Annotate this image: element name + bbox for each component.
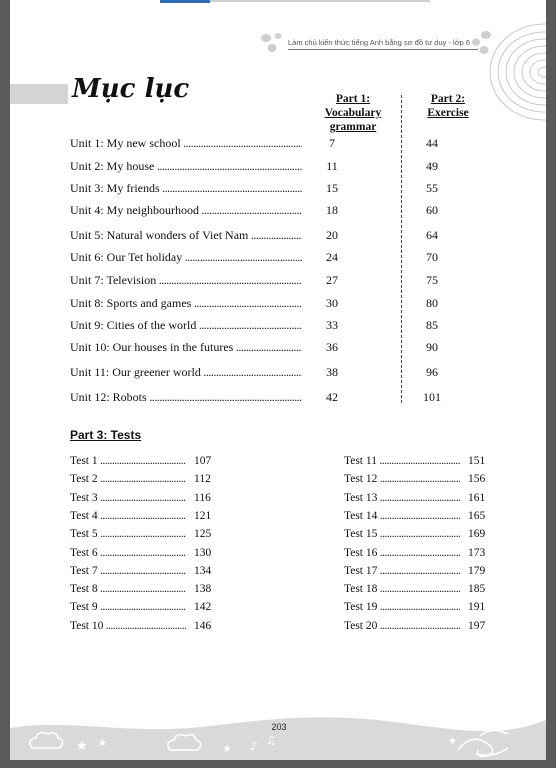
toc-test-row: [70, 547, 220, 562]
part2-page: 70: [426, 250, 438, 264]
test-title: Test 3 .....: [70, 492, 186, 504]
toc-test-row: [344, 455, 494, 470]
toc-unit-row: [70, 181, 490, 197]
toc-unit-row: [70, 159, 490, 175]
test-title: Test 12 .....: [344, 473, 460, 485]
test-page: 179: [468, 564, 486, 577]
unit-title: Unit 2: My house .....: [70, 159, 302, 174]
test-title: Test 14 .....: [344, 510, 460, 522]
part1-page: 36: [326, 340, 338, 354]
pebble-dots-icon: [258, 30, 288, 56]
title-accent-bar: [10, 84, 68, 104]
part2-page: 85: [426, 318, 438, 332]
part2-page: 90: [426, 340, 438, 354]
unit-title: Unit 1: My new school .....: [70, 136, 302, 151]
part1-page: 20: [326, 228, 338, 242]
test-title: Test 19 .....: [344, 601, 460, 613]
part1-page: 7: [329, 136, 335, 150]
test-page: 156: [468, 473, 486, 486]
toc-test-row: [70, 601, 220, 616]
column-header-part2: Part 2: Exercise: [427, 93, 469, 119]
footer-wave: [10, 710, 546, 760]
test-page: 185: [468, 583, 486, 596]
test-page: 121: [194, 509, 212, 522]
test-page: 151: [468, 455, 486, 467]
toc-unit-row: [70, 296, 490, 312]
test-title: Test 17 .....: [344, 565, 460, 577]
toc-test-row: [344, 583, 494, 598]
test-title: Test 11 .....: [344, 455, 460, 467]
test-page: 130: [194, 546, 212, 559]
test-title: Test 20 .....: [344, 620, 460, 632]
document-page: [10, 0, 546, 760]
unit-title: Unit 6: Our Tet holiday .....: [70, 250, 302, 265]
part2-page: 80: [426, 296, 438, 310]
test-title: Test 9 .....: [70, 601, 186, 613]
test-title: Test 8 .....: [70, 583, 186, 595]
toc-unit-row: [70, 250, 490, 266]
test-title: Test 5 .....: [70, 528, 186, 540]
part1-page: 15: [326, 181, 338, 195]
svg-text:♫: ♫: [266, 734, 276, 747]
part1-page: 38: [326, 365, 338, 379]
test-page: 197: [468, 619, 486, 632]
test-page: 107: [194, 455, 212, 467]
column-header-part1: Part 1: Vocabulary grammar: [324, 93, 382, 133]
part3-heading: Part 3: Tests: [70, 428, 142, 442]
test-title: Test 4 .....: [70, 510, 186, 522]
svg-text:★: ★: [448, 736, 457, 747]
unit-title: Unit 12: Robots .....: [70, 390, 302, 405]
toc-unit-row: [70, 340, 490, 356]
page-title: Mục lục: [72, 74, 190, 104]
part1-page: 30: [326, 296, 338, 310]
unit-title: Unit 8: Sports and games .....: [70, 296, 302, 311]
test-page: 146: [194, 619, 212, 632]
part1-page: 27: [326, 273, 338, 287]
test-title: Test 18 .....: [344, 583, 460, 595]
test-page: 116: [194, 491, 211, 504]
toc-test-row: [70, 528, 220, 543]
test-page: 191: [468, 601, 486, 614]
unit-title: Unit 9: Cities of the world .....: [70, 318, 302, 333]
test-page: 173: [468, 546, 486, 559]
part2-page: 44: [426, 136, 438, 150]
toc-unit-row: [70, 228, 490, 244]
part1-page: 18: [326, 203, 338, 217]
svg-text:★: ★: [222, 742, 232, 755]
toc-unit-row: [70, 365, 490, 381]
swirl-rings-icon: [486, 20, 546, 130]
toc-test-row: [344, 601, 494, 616]
test-title: Test 1 .....: [70, 455, 186, 467]
test-title: Test 15 .....: [344, 528, 460, 540]
toc-test-row: [70, 455, 220, 470]
toc-unit-row: [70, 390, 490, 406]
toc-test-row: [344, 473, 494, 488]
test-title: Test 2 .....: [70, 473, 186, 485]
toc-test-row: [70, 492, 220, 507]
part2-page: 49: [426, 159, 438, 173]
part1-page: 33: [326, 318, 338, 332]
test-page: 165: [468, 509, 486, 522]
part1-page: 42: [326, 390, 338, 404]
toc-test-row: [70, 583, 220, 598]
toc-unit-row: [70, 273, 490, 289]
test-title: Test 7 .....: [70, 565, 186, 577]
svg-text:★: ★: [76, 739, 88, 754]
toc-test-row: [344, 528, 494, 543]
unit-title: Unit 10: Our houses in the futures .....: [70, 340, 302, 355]
test-title: Test 6 .....: [70, 547, 186, 559]
part1-page: 24: [326, 250, 338, 264]
toc-unit-row: [70, 203, 490, 219]
part2-page: 60: [426, 203, 438, 217]
toc-test-row: [70, 510, 220, 525]
toc-test-row: [344, 492, 494, 507]
test-page: 112: [194, 473, 211, 486]
toc-test-row: [344, 547, 494, 562]
test-title: Test 13 .....: [344, 492, 460, 504]
part1-page: 11: [326, 159, 338, 173]
toc-unit-row: [70, 136, 490, 152]
toc-test-row: [344, 510, 494, 525]
svg-text:★: ★: [98, 738, 107, 749]
part2-page: 75: [426, 273, 438, 287]
toc-test-row: [70, 473, 220, 488]
toc-unit-row: [70, 318, 490, 334]
test-page: 138: [194, 583, 212, 596]
test-page: 142: [194, 601, 212, 614]
part2-page: 55: [426, 181, 438, 195]
toc-test-row: [70, 620, 220, 635]
toc-test-row: [70, 565, 220, 580]
svg-text:♪: ♪: [250, 739, 258, 753]
test-page: 161: [468, 491, 486, 504]
part2-page: 96: [426, 365, 438, 379]
unit-title: Unit 4: My neighbourhood .....: [70, 203, 302, 218]
test-title: Test 16 .....: [344, 547, 460, 559]
test-page: 134: [194, 564, 212, 577]
unit-title: Unit 5: Natural wonders of Viet Nam .....: [70, 228, 302, 243]
unit-title: Unit 3: My friends .....: [70, 181, 302, 196]
test-page: 169: [468, 528, 486, 541]
unit-title: Unit 11: Our greener world .....: [70, 365, 302, 380]
part2-page: 64: [426, 228, 438, 242]
part2-page: 101: [423, 390, 441, 404]
top-rule: [210, 0, 430, 2]
test-title: Test 10 .....: [70, 620, 186, 632]
running-header: Làm chủ kiến thức tiếng Anh bằng sơ đồ tư duy - lớp 6: [288, 38, 478, 50]
page-number: 203: [271, 722, 287, 732]
test-page: 125: [194, 528, 212, 541]
top-accent-strip: [160, 0, 210, 3]
toc-test-row: [344, 565, 494, 580]
unit-title: Unit 7: Television .....: [70, 273, 302, 288]
toc-test-row: [344, 620, 494, 635]
